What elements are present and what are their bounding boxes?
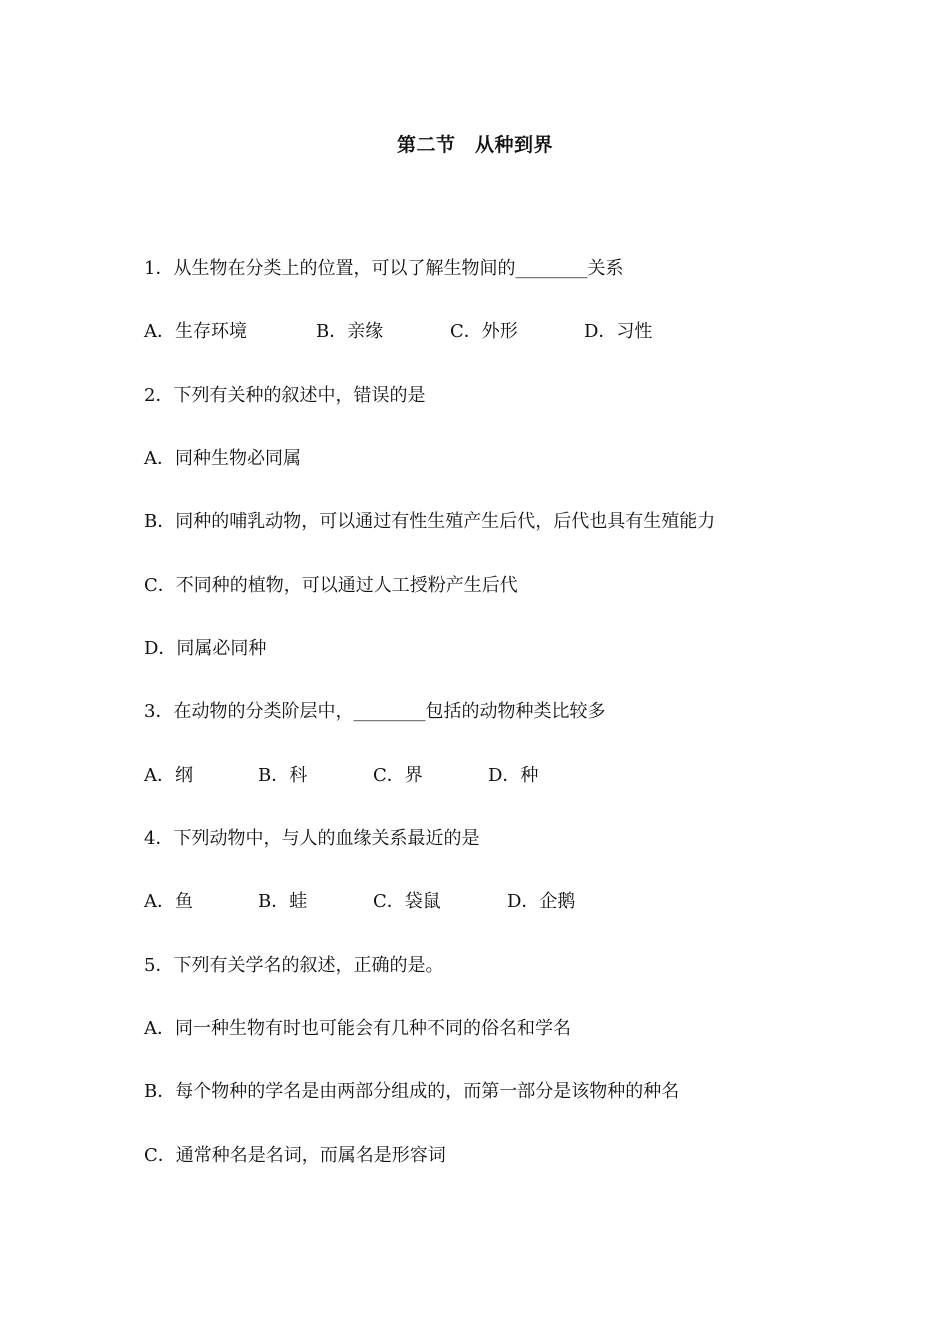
question-1-option-b: B．亲缘: [316, 321, 384, 342]
question-1-stem: 1．从生物在分类上的位置，可以了解生物间的________关系: [144, 258, 624, 279]
question-1-option-c: C．外形: [450, 321, 518, 342]
question-4-option-b: B．蛙: [258, 891, 308, 912]
question-1-option-a: A．生存环境: [144, 321, 247, 342]
question-2-option-b: B．同种的哺乳动物，可以通过有性生殖产生后代，后代也具有生殖能力: [144, 511, 716, 532]
question-4-option-a: A．鱼: [144, 891, 193, 912]
question-3-option-d: D．种: [488, 765, 539, 786]
question-4-stem: 4．下列动物中，与人的血缘关系最近的是: [144, 828, 480, 849]
question-5-option-b: B．每个物种的学名是由两部分组成的，而第一部分是该物种的种名: [144, 1081, 680, 1102]
question-2-option-a: A．同种生物必同属: [144, 448, 301, 469]
question-2-option-c: C．不同种的植物，可以通过人工授粉产生后代: [144, 575, 518, 596]
question-4-option-d: D．企鹅: [507, 891, 576, 912]
question-3-option-c: C．界: [373, 765, 423, 786]
question-5-stem: 5．下列有关学名的叙述，正确的是。: [144, 955, 444, 976]
question-4-option-c: C．袋鼠: [373, 891, 441, 912]
question-2-option-d: D．同属必同种: [144, 638, 267, 659]
question-2-stem: 2．下列有关种的叙述中，错误的是: [144, 385, 426, 406]
page-title: 第二节 从种到界: [396, 134, 553, 156]
question-3-option-b: B．科: [258, 765, 308, 786]
question-1-option-d: D．习性: [584, 321, 653, 342]
question-3-stem: 3．在动物的分类阶层中，________包括的动物种类比较多: [144, 701, 606, 722]
question-5-option-a: A．同一种生物有时也可能会有几种不同的俗名和学名: [144, 1018, 571, 1039]
question-3-option-a: A．纲: [144, 765, 193, 786]
question-5-option-c: C．通常种名是名词，而属名是形容词: [144, 1145, 446, 1166]
